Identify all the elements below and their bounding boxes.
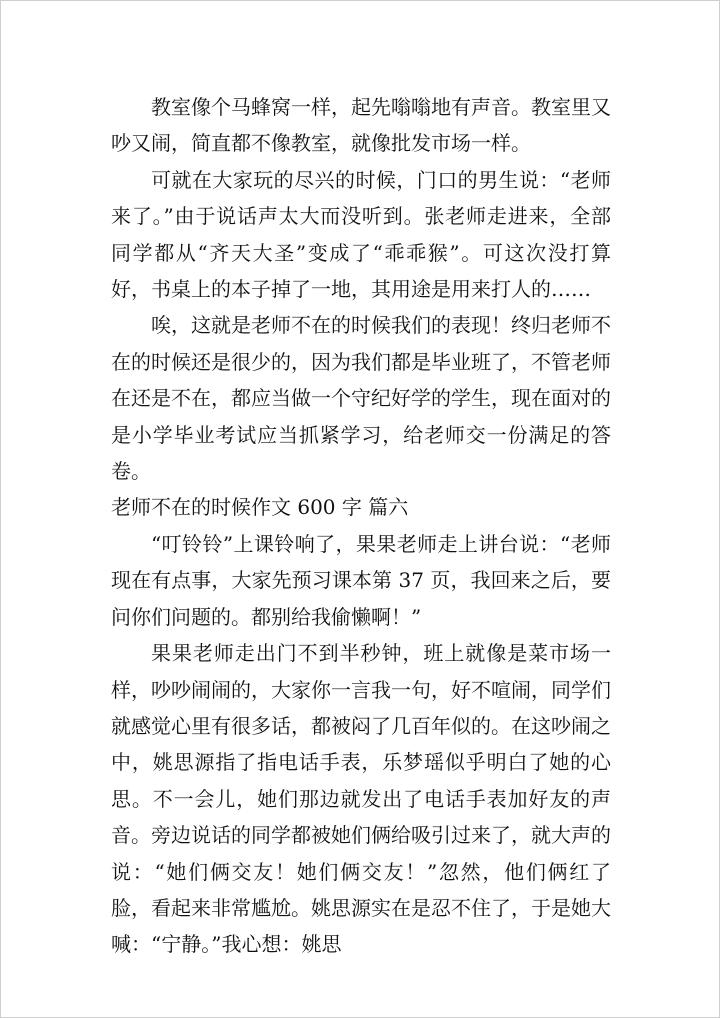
- paragraph-teacher-arrives: 可就在大家玩的尽兴的时候，门口的男生说：“老师来了。”由于说话声太大而没听到。张老师走进来，全部同学都从“齐天大圣”变成了“乖乖猴”。可这次没打算好，书桌上的本子掉了一地，其用途是用来打人的……: [111, 167, 611, 302]
- paragraph-class-chaos: 果果老师走出门不到半秒钟，班上就像是菜市场一样，吵吵闹闹的，大家你一言我一句，好不喧闹，同学们就感觉心里有很多话，都被闷了几百年似的。在这吵闹之中，姚思源指了指电话手表，乐梦瑶似乎明白了她的心思。不一会儿，她们那边就发出了电话手表加好友的声音。旁边说话的同学都被她们俩给吸引过来了，就大声的说：“她们俩交友！她们俩交友！”忽然，他们俩红了脸，看起来非常尴尬。姚思源实在是忍不住了，于是她大喊：“宁静。”我心想：姚思: [111, 641, 611, 957]
- paragraph-classroom-noise: 教室像个马蜂窝一样，起先嗡嗡地有声音。教室里又吵又闹，简直都不像教室，就像批发市场一样。: [111, 95, 611, 156]
- section-heading: 老师不在的时候作文 600 字 篇六: [111, 495, 409, 520]
- paragraph-bell-rings: “叮铃铃”上课铃响了，果果老师走上讲台说：“老师现在有点事，大家先预习课本第 37 页，我回来之后，要问你们问题的。都别给我偷懒啊！”: [111, 531, 611, 629]
- document-body: [111, 89, 611, 963]
- paragraph-reflection: 唉，这就是老师不在的时候我们的表现！终归老师不在的时候还是很少的，因为我们都是毕业班了，不管老师在还是不在，都应当做一个守纪好学的学生，现在面对的是小学毕业考试应当抓紧学习，给老师交一份满足的答卷。: [111, 313, 611, 484]
